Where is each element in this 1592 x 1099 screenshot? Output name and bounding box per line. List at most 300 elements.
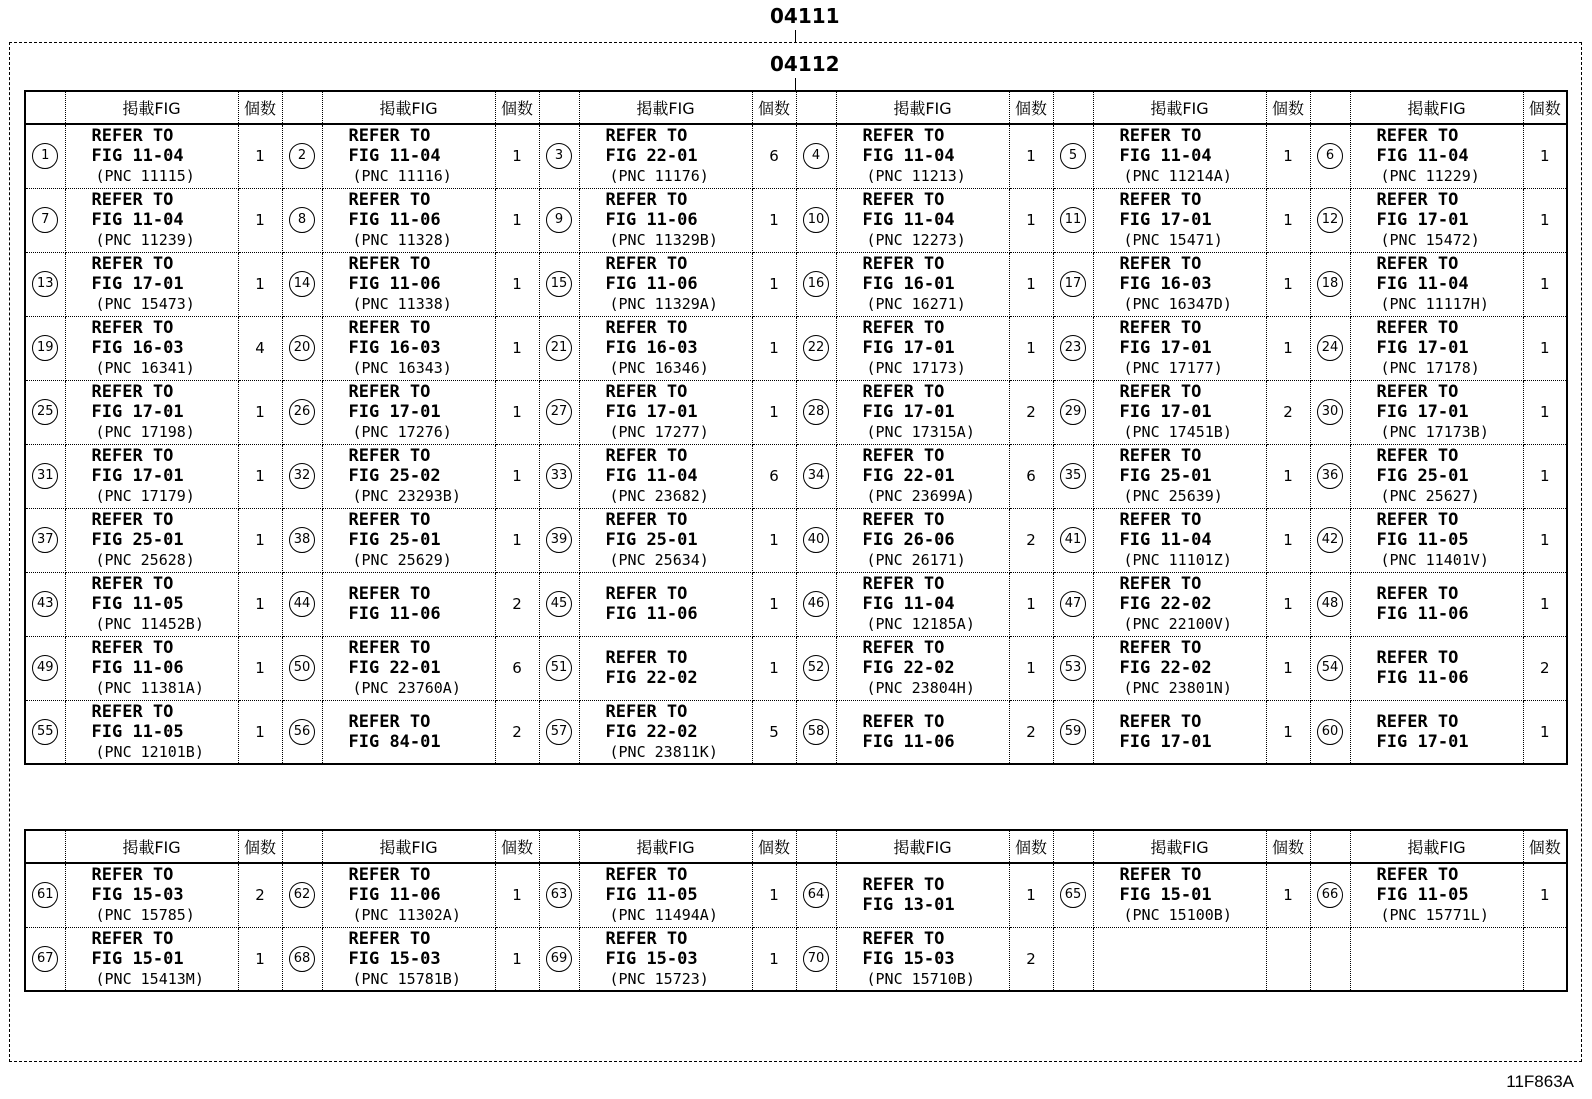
circled-ref-number[interactable]: 20 bbox=[289, 335, 315, 361]
reference-cell bbox=[1350, 124, 1523, 188]
quantity-cell: 1 bbox=[1009, 252, 1053, 316]
circled-ref-number[interactable]: 16 bbox=[803, 271, 829, 297]
fig-link[interactable]: FIG 11-04 bbox=[91, 146, 184, 167]
fig-link[interactable]: FIG 16-01 bbox=[862, 274, 955, 294]
fig-link[interactable]: FIG 22-02 bbox=[1119, 594, 1212, 614]
reference-cell bbox=[836, 927, 1009, 991]
circled-ref-number[interactable]: 41 bbox=[1060, 527, 1086, 553]
circled-ref-number[interactable]: 1 bbox=[32, 143, 58, 169]
circled-ref-number[interactable]: 29 bbox=[1060, 399, 1086, 425]
ref-number-cell bbox=[539, 927, 579, 991]
ref-number-cell bbox=[282, 124, 322, 188]
fig-link[interactable]: FIG 22-02 bbox=[862, 658, 955, 678]
circled-ref-number[interactable]: 49 bbox=[32, 655, 58, 681]
ref-number-cell bbox=[282, 188, 322, 252]
reference-cell bbox=[65, 572, 238, 636]
fig-link[interactable]: FIG 11-06 bbox=[348, 274, 441, 294]
reference-cell bbox=[1350, 572, 1523, 636]
ref-number-cell bbox=[1310, 124, 1350, 188]
fig-link[interactable]: FIG 11-06 bbox=[862, 731, 955, 752]
circled-ref-number[interactable]: 36 bbox=[1317, 463, 1343, 489]
circled-ref-number[interactable]: 38 bbox=[289, 527, 315, 553]
ref-number-cell bbox=[282, 927, 322, 991]
table-row bbox=[25, 700, 1567, 764]
circled-ref-number[interactable]: 69 bbox=[546, 946, 572, 972]
circled-ref-number[interactable]: 51 bbox=[546, 655, 572, 681]
fig-link[interactable]: FIG 17-01 bbox=[862, 338, 955, 358]
circled-ref-number[interactable]: 2 bbox=[289, 143, 315, 169]
quantity-cell: 1 bbox=[1009, 124, 1053, 188]
circled-ref-number[interactable]: 32 bbox=[289, 463, 315, 489]
pnc-text: (PNC 17173) bbox=[866, 359, 966, 377]
fig-link[interactable]: FIG 11-06 bbox=[605, 274, 698, 294]
refer-to-text: REFER TO bbox=[862, 190, 945, 210]
fig-link[interactable]: FIG 25-01 bbox=[1376, 466, 1469, 486]
reference-cell bbox=[322, 124, 495, 188]
fig-link[interactable]: FIG 17-01 bbox=[1376, 210, 1469, 230]
reference-cell bbox=[836, 700, 1009, 764]
pnc-text: (PNC 16343) bbox=[352, 359, 452, 377]
circled-ref-number[interactable]: 11 bbox=[1060, 207, 1086, 233]
fig-link[interactable]: FIG 25-01 bbox=[91, 530, 184, 550]
circled-ref-number[interactable]: 61 bbox=[32, 882, 58, 908]
fig-link[interactable]: FIG 16-03 bbox=[605, 338, 698, 358]
ref-number-cell bbox=[539, 444, 579, 508]
circled-ref-number[interactable]: 67 bbox=[32, 946, 58, 972]
refer-to-text: REFER TO bbox=[91, 446, 174, 466]
pnc-text: (PNC 26171) bbox=[866, 551, 966, 569]
pnc-text: (PNC 17173B) bbox=[1380, 423, 1489, 441]
reference-cell bbox=[1350, 863, 1523, 927]
fig-link[interactable]: FIG 17-01 bbox=[91, 402, 184, 422]
pnc-text: (PNC 11213) bbox=[866, 167, 966, 186]
reference-cell bbox=[322, 188, 495, 252]
circled-ref-number[interactable]: 3 bbox=[546, 143, 572, 169]
quantity-cell: 1 bbox=[1266, 863, 1310, 927]
ref-number-cell bbox=[25, 700, 65, 764]
circled-ref-number[interactable]: 47 bbox=[1060, 591, 1086, 617]
quantity-cell: 2 bbox=[495, 700, 539, 764]
pnc-text: (PNC 15100B) bbox=[1123, 906, 1232, 925]
reference-cell bbox=[1350, 927, 1523, 991]
circled-ref-number[interactable]: 21 bbox=[546, 335, 572, 361]
reference-cell bbox=[322, 380, 495, 444]
refer-to-text: REFER TO bbox=[862, 446, 945, 466]
circled-ref-number[interactable]: 59 bbox=[1060, 719, 1086, 745]
fig-link[interactable]: FIG 11-06 bbox=[348, 604, 441, 624]
fig-link[interactable]: FIG 13-01 bbox=[862, 895, 955, 916]
ref-number-cell bbox=[539, 252, 579, 316]
fig-link[interactable]: FIG 11-06 bbox=[1376, 668, 1469, 688]
circled-ref-number[interactable]: 58 bbox=[803, 719, 829, 745]
fig-link[interactable]: FIG 26-06 bbox=[862, 530, 955, 550]
fig-link[interactable]: FIG 25-01 bbox=[1119, 466, 1212, 486]
refer-to-text: REFER TO bbox=[91, 510, 174, 530]
fig-link[interactable]: FIG 15-03 bbox=[91, 885, 184, 906]
refer-to-text: REFER TO bbox=[1119, 638, 1202, 658]
circled-ref-number[interactable]: 34 bbox=[803, 463, 829, 489]
circled-ref-number[interactable]: 9 bbox=[546, 207, 572, 233]
refer-to-text: REFER TO bbox=[862, 382, 945, 402]
fig-link[interactable]: FIG 11-05 bbox=[91, 594, 184, 614]
reference-cell bbox=[1093, 380, 1266, 444]
circled-ref-number[interactable]: 17 bbox=[1060, 271, 1086, 297]
circled-ref-number[interactable]: 54 bbox=[1317, 655, 1343, 681]
reference-cell bbox=[836, 863, 1009, 927]
table-row bbox=[25, 188, 1567, 252]
reference-cell bbox=[322, 700, 495, 764]
pnc-text: (PNC 23293B) bbox=[352, 487, 461, 505]
circled-ref-number[interactable]: 33 bbox=[546, 463, 572, 489]
fig-link[interactable]: FIG 25-01 bbox=[348, 530, 441, 550]
fig-link[interactable]: FIG 25-01 bbox=[605, 530, 698, 550]
fig-link[interactable]: FIG 15-01 bbox=[1119, 885, 1212, 906]
quantity-cell: 1 bbox=[495, 316, 539, 380]
fig-link[interactable]: FIG 15-01 bbox=[91, 948, 184, 969]
pnc-text: (PNC 25634) bbox=[609, 551, 709, 569]
ref-number-cell bbox=[796, 124, 836, 188]
reference-cell bbox=[322, 508, 495, 572]
reference-cell bbox=[1350, 380, 1523, 444]
ref-number-cell bbox=[282, 316, 322, 380]
refer-to-text: REFER TO bbox=[91, 928, 174, 949]
circled-ref-number[interactable]: 40 bbox=[803, 527, 829, 553]
fig-link[interactable]: FIG 22-02 bbox=[605, 668, 698, 688]
fig-link[interactable]: FIG 11-04 bbox=[862, 594, 955, 614]
quantity-cell: 1 bbox=[1523, 188, 1567, 252]
quantity-cell: 2 bbox=[1009, 700, 1053, 764]
ref-number-cell bbox=[25, 380, 65, 444]
reference-cell bbox=[836, 124, 1009, 188]
pnc-text: (PNC 11338) bbox=[352, 295, 452, 313]
pnc-text: (PNC 25639) bbox=[1123, 487, 1223, 505]
circled-ref-number[interactable]: 14 bbox=[289, 271, 315, 297]
circled-ref-number[interactable]: 30 bbox=[1317, 399, 1343, 425]
reference-cell bbox=[1093, 700, 1266, 764]
fig-link[interactable]: FIG 84-01 bbox=[348, 731, 441, 752]
circled-ref-number[interactable]: 10 bbox=[803, 207, 829, 233]
circled-ref-number[interactable]: 4 bbox=[803, 143, 829, 169]
reference-cell bbox=[1093, 188, 1266, 252]
parts-table-secondary bbox=[24, 829, 1568, 992]
table-row bbox=[25, 863, 1567, 927]
fig-link[interactable]: FIG 25-02 bbox=[348, 466, 441, 486]
fig-link[interactable]: FIG 16-03 bbox=[91, 338, 184, 358]
refer-to-text: REFER TO bbox=[862, 638, 945, 658]
header-num bbox=[282, 91, 322, 124]
fig-link[interactable]: FIG 15-03 bbox=[862, 948, 955, 969]
fig-link[interactable]: FIG 11-06 bbox=[91, 658, 184, 678]
circled-ref-number[interactable]: 37 bbox=[32, 527, 58, 553]
refer-to-text: REFER TO bbox=[605, 928, 688, 949]
ref-number-cell bbox=[539, 316, 579, 380]
quantity-cell: 1 bbox=[1009, 572, 1053, 636]
refer-to-text: REFER TO bbox=[1376, 446, 1459, 466]
reference-cell bbox=[65, 124, 238, 188]
fig-link[interactable]: FIG 11-04 bbox=[862, 210, 955, 230]
refer-to-text: REFER TO bbox=[605, 382, 688, 402]
pnc-text: (PNC 17177) bbox=[1123, 359, 1223, 377]
fig-link[interactable]: FIG 11-04 bbox=[605, 466, 698, 486]
ref-number-cell bbox=[796, 927, 836, 991]
circled-ref-number[interactable]: 53 bbox=[1060, 655, 1086, 681]
fig-link[interactable]: FIG 22-01 bbox=[605, 146, 698, 167]
quantity-cell: 1 bbox=[495, 252, 539, 316]
reference-cell bbox=[836, 444, 1009, 508]
ref-number-cell bbox=[1310, 636, 1350, 700]
header-fig: 掲載FIG bbox=[579, 91, 752, 124]
refer-to-text: REFER TO bbox=[91, 190, 174, 210]
refer-to-text: REFER TO bbox=[1376, 318, 1459, 338]
fig-link[interactable]: FIG 11-04 bbox=[1376, 146, 1469, 167]
fig-link[interactable]: FIG 16-03 bbox=[1119, 274, 1212, 294]
circled-ref-number[interactable]: 7 bbox=[32, 207, 58, 233]
pnc-text: (PNC 23760A) bbox=[352, 679, 461, 697]
pnc-text: (PNC 11452B) bbox=[95, 615, 204, 633]
fig-link[interactable]: FIG 11-05 bbox=[1376, 530, 1469, 550]
pnc-text: (PNC 25629) bbox=[352, 551, 452, 569]
pnc-text: (PNC 17451B) bbox=[1123, 423, 1232, 441]
ref-number-cell bbox=[25, 188, 65, 252]
pnc-text: (PNC 11239) bbox=[95, 231, 195, 249]
reference-cell bbox=[1350, 508, 1523, 572]
quantity-cell: 6 bbox=[752, 124, 796, 188]
reference-cell bbox=[1093, 863, 1266, 927]
fig-link[interactable]: FIG 17-01 bbox=[348, 402, 441, 422]
reference-cell bbox=[836, 508, 1009, 572]
fig-link[interactable]: FIG 22-02 bbox=[1119, 658, 1212, 678]
table-row bbox=[25, 572, 1567, 636]
fig-link[interactable]: FIG 11-04 bbox=[1119, 530, 1212, 550]
fig-link[interactable]: FIG 11-06 bbox=[605, 210, 698, 230]
circled-ref-number[interactable]: 23 bbox=[1060, 335, 1086, 361]
circled-ref-number[interactable]: 50 bbox=[289, 655, 315, 681]
quantity-cell: 1 bbox=[238, 252, 282, 316]
pnc-text: (PNC 15471) bbox=[1123, 231, 1223, 249]
fig-link[interactable]: FIG 22-01 bbox=[348, 658, 441, 678]
ref-number-cell bbox=[25, 927, 65, 991]
quantity-cell: 1 bbox=[238, 124, 282, 188]
refer-to-text: REFER TO bbox=[91, 254, 174, 274]
fig-link[interactable]: FIG 17-01 bbox=[91, 466, 184, 486]
fig-link[interactable]: FIG 15-03 bbox=[348, 948, 441, 969]
refer-to-text: REFER TO bbox=[605, 126, 688, 147]
pnc-text: (PNC 11329B) bbox=[609, 231, 718, 249]
circled-ref-number[interactable]: 70 bbox=[803, 946, 829, 972]
circled-ref-number[interactable]: 57 bbox=[546, 719, 572, 745]
fig-link[interactable]: FIG 16-03 bbox=[348, 338, 441, 358]
circled-ref-number[interactable]: 28 bbox=[803, 399, 829, 425]
circled-ref-number[interactable]: 52 bbox=[803, 655, 829, 681]
circled-ref-number[interactable]: 35 bbox=[1060, 463, 1086, 489]
header-qty: 個数 bbox=[752, 830, 796, 863]
circled-ref-number[interactable]: 56 bbox=[289, 719, 315, 745]
ref-number-cell bbox=[1053, 508, 1093, 572]
ref-number-cell bbox=[796, 700, 836, 764]
refer-to-text: REFER TO bbox=[348, 584, 431, 604]
circled-ref-number[interactable]: 46 bbox=[803, 591, 829, 617]
fig-link[interactable]: FIG 11-06 bbox=[605, 604, 698, 624]
quantity-cell: 2 bbox=[1266, 380, 1310, 444]
circled-ref-number[interactable]: 22 bbox=[803, 335, 829, 361]
refer-to-text: REFER TO bbox=[1376, 584, 1459, 604]
quantity-cell: 1 bbox=[1523, 700, 1567, 764]
reference-cell bbox=[579, 863, 752, 927]
quantity-cell: 1 bbox=[752, 252, 796, 316]
circled-ref-number[interactable]: 5 bbox=[1060, 143, 1086, 169]
reference-cell bbox=[322, 863, 495, 927]
header-qty: 個数 bbox=[1266, 91, 1310, 124]
circled-ref-number[interactable]: 42 bbox=[1317, 527, 1343, 553]
ref-number-cell bbox=[1053, 380, 1093, 444]
fig-link[interactable]: FIG 17-01 bbox=[1119, 731, 1212, 752]
pnc-text: (PNC 17178) bbox=[1380, 359, 1480, 377]
reference-cell bbox=[579, 316, 752, 380]
header-qty: 個数 bbox=[1523, 830, 1567, 863]
circled-ref-number[interactable]: 12 bbox=[1317, 207, 1343, 233]
fig-link[interactable]: FIG 11-04 bbox=[1119, 146, 1212, 167]
circled-ref-number[interactable]: 26 bbox=[289, 399, 315, 425]
reference-cell bbox=[1093, 636, 1266, 700]
header-fig: 掲載FIG bbox=[322, 830, 495, 863]
quantity-cell: 1 bbox=[495, 444, 539, 508]
circled-ref-number[interactable]: 65 bbox=[1060, 882, 1086, 908]
fig-link[interactable]: FIG 11-04 bbox=[91, 210, 184, 230]
circled-ref-number[interactable]: 55 bbox=[32, 719, 58, 745]
fig-link[interactable]: FIG 15-03 bbox=[605, 948, 698, 969]
reference-cell bbox=[322, 572, 495, 636]
ref-number-cell bbox=[539, 188, 579, 252]
circled-ref-number[interactable]: 60 bbox=[1317, 719, 1343, 745]
circled-ref-number[interactable]: 6 bbox=[1317, 143, 1343, 169]
header-row bbox=[25, 91, 1567, 124]
refer-to-text: REFER TO bbox=[605, 510, 688, 530]
circled-ref-number[interactable]: 24 bbox=[1317, 335, 1343, 361]
reference-cell bbox=[1350, 636, 1523, 700]
refer-to-text: REFER TO bbox=[1376, 711, 1459, 732]
quantity-cell: 1 bbox=[1266, 124, 1310, 188]
fig-link[interactable]: FIG 17-01 bbox=[1376, 402, 1469, 422]
ref-number-cell bbox=[282, 572, 322, 636]
circled-ref-number[interactable]: 13 bbox=[32, 271, 58, 297]
fig-link[interactable]: FIG 17-01 bbox=[91, 274, 184, 294]
quantity-cell: 1 bbox=[495, 188, 539, 252]
circled-ref-number[interactable]: 45 bbox=[546, 591, 572, 617]
pnc-text: (PNC 11401V) bbox=[1380, 551, 1489, 569]
circled-ref-number[interactable]: 15 bbox=[546, 271, 572, 297]
quantity-cell: 1 bbox=[495, 380, 539, 444]
fig-link[interactable]: FIG 17-01 bbox=[1376, 338, 1469, 358]
circled-ref-number[interactable]: 43 bbox=[32, 591, 58, 617]
ref-number-cell bbox=[1053, 636, 1093, 700]
ref-number-cell bbox=[796, 316, 836, 380]
fig-link[interactable]: FIG 22-02 bbox=[605, 721, 698, 742]
circled-ref-number[interactable]: 18 bbox=[1317, 271, 1343, 297]
header-fig: 掲載FIG bbox=[1350, 91, 1523, 124]
quantity-cell: 1 bbox=[238, 927, 282, 991]
fig-link[interactable]: FIG 17-01 bbox=[862, 402, 955, 422]
fig-link[interactable]: FIG 17-01 bbox=[1119, 402, 1212, 422]
ref-number-cell bbox=[282, 444, 322, 508]
fig-link[interactable]: FIG 11-06 bbox=[1376, 604, 1469, 624]
fig-link[interactable]: FIG 17-01 bbox=[605, 402, 698, 422]
reference-cell bbox=[579, 700, 752, 764]
pnc-text: (PNC 15472) bbox=[1380, 231, 1480, 249]
ref-number-cell bbox=[1310, 700, 1350, 764]
refer-to-text: REFER TO bbox=[605, 446, 688, 466]
fig-link[interactable]: FIG 11-05 bbox=[91, 721, 184, 742]
quantity-cell bbox=[1266, 927, 1310, 991]
refer-to-text: REFER TO bbox=[348, 865, 431, 886]
fig-link[interactable]: FIG 17-01 bbox=[1119, 338, 1212, 358]
circled-ref-number[interactable]: 66 bbox=[1317, 882, 1343, 908]
fig-link[interactable]: FIG 11-05 bbox=[605, 885, 698, 906]
fig-link[interactable]: FIG 11-05 bbox=[1376, 885, 1469, 906]
ref-number-cell bbox=[1053, 444, 1093, 508]
reference-cell bbox=[579, 927, 752, 991]
circled-ref-number[interactable]: 44 bbox=[289, 591, 315, 617]
circled-ref-number[interactable]: 8 bbox=[289, 207, 315, 233]
header-num bbox=[1310, 91, 1350, 124]
pnc-text: (PNC 15710B) bbox=[866, 969, 975, 988]
reference-cell bbox=[579, 572, 752, 636]
ref-number-cell bbox=[796, 636, 836, 700]
circled-ref-number[interactable]: 68 bbox=[289, 946, 315, 972]
circled-ref-number[interactable]: 62 bbox=[289, 882, 315, 908]
quantity-cell: 1 bbox=[1523, 863, 1567, 927]
quantity-cell: 1 bbox=[1009, 188, 1053, 252]
quantity-cell: 1 bbox=[752, 572, 796, 636]
circled-ref-number[interactable]: 48 bbox=[1317, 591, 1343, 617]
fig-link[interactable]: FIG 11-04 bbox=[862, 146, 955, 167]
refer-to-text: REFER TO bbox=[605, 865, 688, 886]
fig-link[interactable]: FIG 11-06 bbox=[348, 210, 441, 230]
ref-number-cell bbox=[25, 252, 65, 316]
refer-to-text: REFER TO bbox=[91, 382, 174, 402]
fig-link[interactable]: FIG 17-01 bbox=[1376, 731, 1469, 752]
fig-link[interactable]: FIG 11-04 bbox=[1376, 274, 1469, 294]
fig-link[interactable]: FIG 22-01 bbox=[862, 466, 955, 486]
quantity-cell: 1 bbox=[495, 124, 539, 188]
pnc-text: (PNC 17198) bbox=[95, 423, 195, 441]
reference-cell bbox=[322, 252, 495, 316]
refer-to-text: REFER TO bbox=[91, 701, 174, 722]
circled-ref-number[interactable]: 39 bbox=[546, 527, 572, 553]
header-num bbox=[539, 91, 579, 124]
circled-ref-number[interactable]: 25 bbox=[32, 399, 58, 425]
reference-cell bbox=[1093, 927, 1266, 991]
circled-ref-number[interactable]: 64 bbox=[803, 882, 829, 908]
ref-number-cell bbox=[1053, 124, 1093, 188]
pnc-text: (PNC 11101Z) bbox=[1123, 551, 1232, 569]
fig-link[interactable]: FIG 17-01 bbox=[1119, 210, 1212, 230]
reference-cell bbox=[65, 927, 238, 991]
reference-cell bbox=[65, 700, 238, 764]
ref-number-cell bbox=[1053, 700, 1093, 764]
circled-ref-number[interactable]: 27 bbox=[546, 399, 572, 425]
fig-link[interactable]: FIG 11-04 bbox=[348, 146, 441, 167]
refer-to-text: REFER TO bbox=[1119, 318, 1202, 338]
fig-link[interactable]: FIG 11-06 bbox=[348, 885, 441, 906]
circled-ref-number[interactable]: 19 bbox=[32, 335, 58, 361]
reference-cell bbox=[579, 444, 752, 508]
reference-cell bbox=[1093, 124, 1266, 188]
ref-number-cell bbox=[1053, 863, 1093, 927]
circled-ref-number[interactable]: 63 bbox=[546, 882, 572, 908]
circled-ref-number[interactable]: 31 bbox=[32, 463, 58, 489]
reference-cell bbox=[65, 188, 238, 252]
ref-number-cell bbox=[1310, 572, 1350, 636]
